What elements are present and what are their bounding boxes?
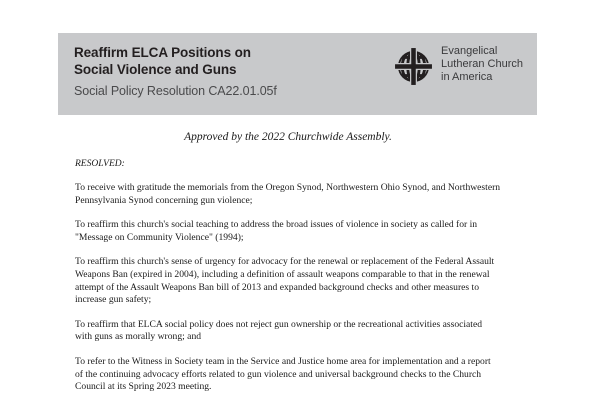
elca-wordmark xyxy=(441,45,523,85)
header-title-block xyxy=(74,44,277,99)
resolution-clause: To receive with gratitude the memorials from the Oregon Synod, Northwestern Ohio Synod, and Northwestern Pennsylvania Synod concerning gun violence; xyxy=(75,182,501,206)
elca-wordmark-line-3: in America xyxy=(441,71,493,84)
page-title-line-1: Reaffirm ELCA Positions on xyxy=(74,45,251,60)
resolution-clause: To reaffirm this church's sense of urgency for advocacy for the renewal or replacement of the Federal Assault Weapons Ban (expired in 2004), including a definition of assault weapons comparable to that in the renewal attempt of the Assault Weapons Ban bill of 2013 and expanded background checks and other measures to increase gun safety; xyxy=(75,256,495,306)
elca-globe-cross-icon xyxy=(393,46,434,87)
resolution-clause: To reaffirm this church's social teaching to address the broad issues of violence in society as called for in "Message on Community Violence" (1994); xyxy=(75,219,478,243)
approval-statement: Approved by the 2022 Churchwide Assembly. xyxy=(184,131,392,143)
elca-logo xyxy=(393,45,523,87)
page-subtitle: Social Policy Resolution CA22.01.05f xyxy=(74,84,277,98)
resolved-label: RESOLVED: xyxy=(75,159,125,169)
document-body xyxy=(75,131,501,394)
resolution-clause: To reaffirm that ELCA social policy does not reject gun ownership or the recreational activities associated with guns as morally wrong; and xyxy=(75,318,483,343)
elca-wordmark-line-1: Evangelical xyxy=(441,45,498,57)
page-title-line-2: Social Violence and Guns xyxy=(74,62,237,77)
document-header-banner xyxy=(58,33,537,115)
header-inner xyxy=(58,33,537,115)
elca-wordmark-line-2: Lutheran Church xyxy=(441,58,523,71)
resolution-clause: To refer to the Witness in Society team in the Service and Justice home area for implementation and a report of the continuing advocacy efforts related to gun violence and universal background checks to the Church Council at its Spring 2023 meeting. xyxy=(75,355,491,393)
